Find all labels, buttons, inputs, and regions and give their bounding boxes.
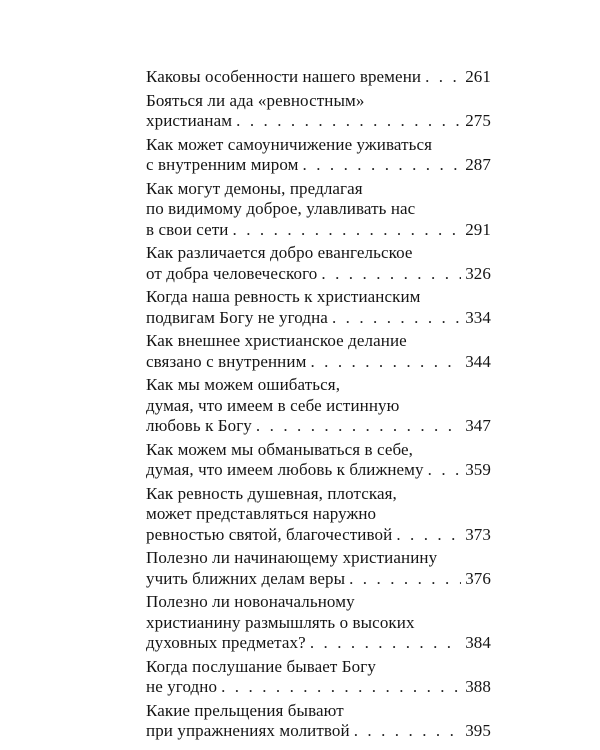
- dot-leader: [321, 264, 461, 285]
- toc-entry-last-line: [146, 264, 491, 285]
- toc-entry: [146, 657, 491, 698]
- toc-entry-text: Полезно ли новоначальному: [146, 592, 355, 611]
- toc-entry: [146, 592, 491, 654]
- toc-entry: [146, 375, 491, 437]
- toc-entry-text: Как ревность душевная, плотская,: [146, 483, 397, 503]
- toc-entry-text: может представляться наружно: [146, 504, 377, 523]
- dot-leader: [236, 111, 461, 132]
- toc-entry-last-line: [146, 569, 491, 590]
- toc-entry-text: Как можем мы обманываться в себе,: [146, 439, 413, 459]
- toc-entry: [146, 331, 491, 372]
- toc-entry-text: подвигам Богу не угодна: [146, 307, 328, 327]
- toc-page-number: 261: [465, 67, 491, 86]
- toc-entry-last-line: [146, 220, 491, 241]
- toc-entry-text: Как может самоуничижение уживаться: [146, 134, 433, 154]
- toc-entry-text: от добра человеческого: [146, 263, 318, 283]
- toc-page-number: 359: [465, 460, 491, 479]
- toc-entry-last-line: [146, 308, 491, 329]
- toc-entry: [146, 287, 491, 328]
- toc-entry-last-line: [146, 633, 491, 654]
- toc-entry-text: думая, что имеем в себе истинную: [146, 395, 400, 415]
- dot-leader: [349, 569, 461, 590]
- toc-entry: [146, 701, 491, 742]
- toc-entry-text: думая, что имеем любовь к ближнему: [146, 460, 424, 479]
- toc-entry: [146, 484, 491, 546]
- toc-entry-text: не угодно: [146, 677, 218, 696]
- toc-entry-last-line: [146, 721, 491, 742]
- toc-entry-text: в свои сети: [146, 219, 229, 239]
- toc-entry: [146, 548, 491, 589]
- dot-leader: [233, 220, 462, 241]
- toc-entry-text: при упражнениях молитвой: [146, 721, 350, 740]
- dot-leader: [303, 155, 462, 176]
- toc-entry-last-line: [146, 677, 491, 698]
- dot-leader: [310, 633, 461, 654]
- toc-entry-text: Когда послушание бывает Богу: [146, 656, 376, 676]
- toc-entry-text: Полезно ли начинающему христианину: [146, 548, 438, 567]
- toc-page-number: 291: [465, 219, 491, 239]
- toc-page-number: 395: [465, 721, 491, 740]
- toc-entry-text: духовных предметах?: [146, 633, 306, 652]
- toc-entry-last-line: [146, 460, 491, 481]
- toc-entry: [146, 440, 491, 481]
- toc-entry-last-line: [146, 352, 491, 373]
- toc-entry-text: Бояться ли ада «ревностным»: [146, 90, 365, 110]
- toc-entry-text: с внутренним миром: [146, 155, 299, 174]
- toc-page-number: 275: [465, 111, 491, 130]
- toc-entry-text: по видимому доброе, улавливать нас: [146, 199, 416, 218]
- toc-entry-last-line: [146, 67, 491, 88]
- toc-entry: [146, 243, 491, 284]
- toc-entry-text: Каковы особенности нашего времени: [146, 67, 422, 86]
- toc-entry-last-line: [146, 416, 491, 437]
- toc-entry-text: Как внешнее христианское делание: [146, 331, 407, 350]
- toc-entry-last-line: [146, 525, 491, 546]
- toc-entry-last-line: [146, 155, 491, 176]
- toc-entry-text: любовь к Богу: [146, 416, 252, 435]
- toc-entry-text: Какие прельщения бывают: [146, 700, 344, 720]
- toc-entry: [146, 91, 491, 132]
- toc-entry-last-line: [146, 111, 491, 132]
- toc-entry-text: связано с внутренним: [146, 351, 307, 371]
- dot-leader: [332, 308, 461, 329]
- dot-leader: [428, 460, 462, 481]
- toc-entry-text: христианину размышлять о высоких: [146, 612, 415, 632]
- dot-leader: [221, 677, 461, 698]
- toc-page-number: 373: [465, 524, 491, 544]
- toc-page-number: 334: [465, 307, 491, 327]
- toc-page-number: 287: [465, 155, 491, 174]
- toc-entry: [146, 179, 491, 241]
- toc-entry-text: ревностью святой, благочестивой: [146, 524, 393, 544]
- toc-entry-text: Как различается добро евангельское: [146, 243, 413, 262]
- toc-entry-text: христианам: [146, 111, 233, 130]
- toc-page-number: 376: [465, 568, 491, 588]
- toc-entry: [146, 135, 491, 176]
- dot-leader: [425, 67, 461, 88]
- toc-entry-text: Когда наша ревность к христианским: [146, 287, 421, 306]
- toc-page-number: 344: [465, 351, 491, 371]
- dot-leader: [396, 525, 461, 546]
- dot-leader: [310, 352, 461, 373]
- toc-page-number: 388: [465, 677, 491, 696]
- toc-entry: [146, 67, 491, 88]
- toc-entry-text: Как могут демоны, предлагая: [146, 178, 363, 198]
- dot-leader: [354, 721, 461, 742]
- dot-leader: [256, 416, 461, 437]
- table-of-contents: [146, 67, 491, 745]
- toc-page-number: 326: [465, 263, 491, 283]
- toc-page-number: 384: [465, 633, 491, 652]
- toc-entry-text: Как мы можем ошибаться,: [146, 375, 341, 394]
- toc-entry-text: учить ближних делам веры: [146, 568, 346, 588]
- toc-page-number: 347: [465, 416, 491, 435]
